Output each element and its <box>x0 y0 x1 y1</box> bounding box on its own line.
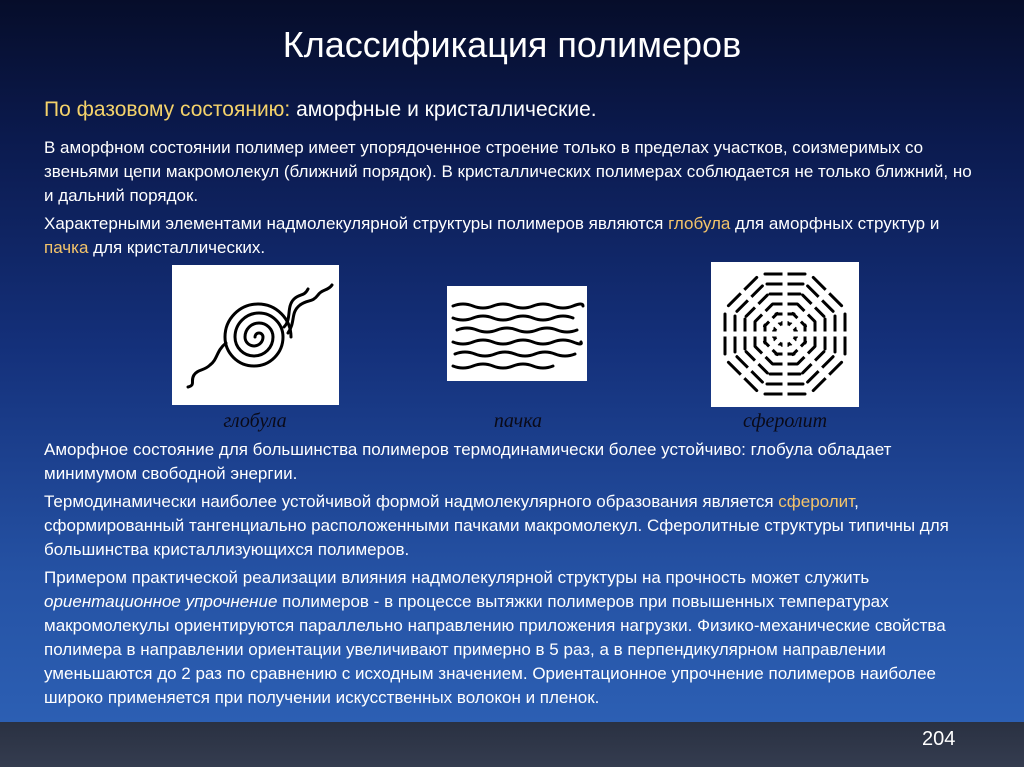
para2-text-c: для кристаллических. <box>88 238 266 257</box>
para4-text-a: Термодинамически наиболее устойчивой формой надмолекулярного образования является <box>44 492 779 511</box>
paragraph-orientation <box>44 566 984 710</box>
para5-text-a: Примером практической реализации влияния надмолекулярной структуры на прочность может служить <box>44 568 870 587</box>
paragraph-stability: Аморфное состояние для большинства полимеров термодинамически более устойчиво: глобула обладает минимумом свободной энергии. <box>44 440 892 483</box>
pachka-figure <box>447 286 587 381</box>
sferolit-figure <box>711 262 859 407</box>
pachka-caption: пачка <box>493 410 543 432</box>
para5-emphasis: ориентационное упрочнение <box>44 592 278 611</box>
slide-subtitle <box>44 98 597 122</box>
pachka-lines-image <box>447 286 587 381</box>
footer-band <box>0 722 1024 767</box>
para2-pachka-term: пачка <box>44 238 89 257</box>
para5-text-b: полимеров - в процессе вытяжки полимеров при повышенных температурах макромолекулы ориентируются параллельно направлению приложения нагрузки. Физико-механические свойства полимера в направлении ориентации увеличивают примерно в 5 раз, а в перпендикулярном направлении уменьшаются до 2 раз по сравнению с исходным значением. Ориентационное упрочнение полимеров наиболее широко применяется при получении искусственных волокон и пленок. <box>44 592 946 707</box>
globula-figure <box>172 265 339 405</box>
slide-title: Классификация полимеров <box>282 24 742 65</box>
paragraph-amorphous: В аморфном состоянии полимер имеет упорядоченное строение только в пределах участков, соизмеримых со звеньями цепи макромолекул (ближний порядок). В кристаллических полимерах соблюдается не только ближний, но и дальний порядок. <box>44 138 972 205</box>
paragraph-spherulite <box>44 490 984 562</box>
para4-text-b: , сформированный тангенциально расположенными пачками макромолекул. Сферолитные структуры типичны для большинства кристаллизующихся полимеров. <box>44 492 949 559</box>
globula-caption: глобула <box>223 410 287 432</box>
subtitle-lead: По фазовому состоянию: <box>44 98 291 121</box>
page-number: 204 <box>922 728 956 750</box>
para2-text-b: для аморфных структур и <box>730 214 940 233</box>
subtitle-rest: аморфные и кристаллические. <box>290 98 597 121</box>
sferolit-radial-image <box>711 262 859 407</box>
globula-spiral-image <box>172 265 339 405</box>
para4-sferolit-term: сферолит <box>778 492 855 511</box>
para2-globula-term: глобула <box>668 214 731 233</box>
para2-text-a: Характерными элементами надмолекулярной структуры полимеров являются <box>44 214 669 233</box>
sferolit-caption: сферолит <box>742 410 828 432</box>
paragraph-elements <box>44 212 984 260</box>
